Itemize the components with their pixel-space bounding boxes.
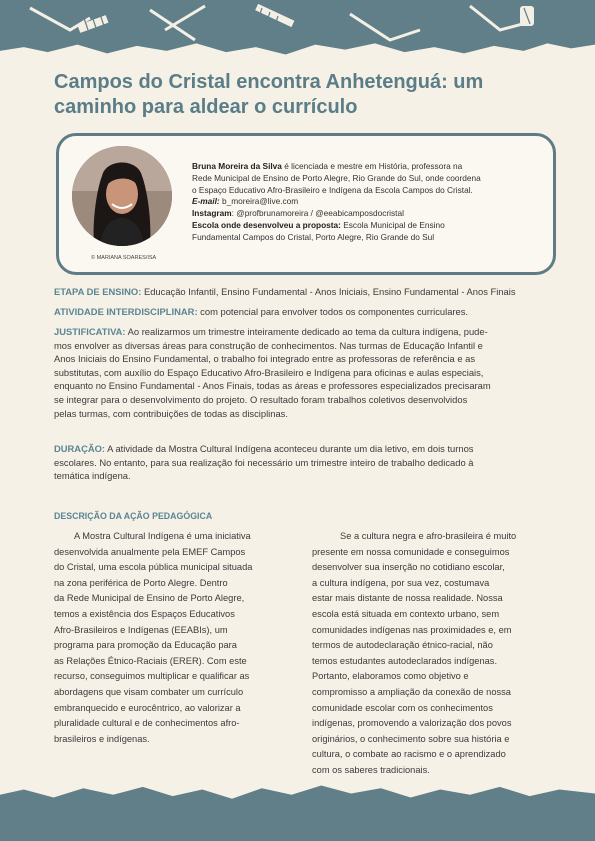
paragraph-line: brasileiros e indígenas. [54,733,150,744]
paragraph-line: programa para promoção da Educação para [54,640,237,651]
paragraph-line: comunidades indígenas nas proximidades e, em [312,624,512,635]
paragraph-line: na zona periférica de Porto Alegre. Dentro [54,577,228,588]
paragraph-line: presente em nossa comunidade e conseguimos [312,546,510,557]
instagram-value[interactable]: : @profbrunamoreira / @eeabicamposdocristal [231,208,404,219]
article-title [54,70,524,120]
bottom-decorative-band [0,775,595,841]
etapa-value: Educação Infantil, Ensino Fundamental - Anos Iniciais, Ensino Fundamental - Anos Finais [141,286,516,297]
description-left-column [54,529,286,747]
duracao [54,442,554,483]
paragraph-line: indígenas, promovendo a valorização dos povos [312,718,512,729]
author-name: Bruna Moreira da Silva [192,161,282,171]
bio-text: é licenciada e mestre em História, professora na [281,161,463,171]
paragraph-line: termos de autodeclaração étnico-racial, não [312,640,493,651]
author-bio [192,161,547,244]
duracao-text: temática indígena. [54,470,131,482]
justificativa-text: Anos Iniciais do Ensino Fundamental, o trabalho foi integrado entre as professoras de referência e as [54,353,476,365]
indigenous-pattern-decoration [0,0,595,62]
justificativa-text: pelas turmas, com contribuições de todas as disciplinas. [54,407,288,419]
etapa-de-ensino [54,285,554,299]
paragraph-line: com os saberes tradicionais. [312,764,430,775]
paragraph-line: cultura, o combate ao racismo e o aprendizado [312,749,506,760]
author-profile-card [56,133,556,275]
paragraph-line: escola está situada em contexto urbano, sem [312,608,500,619]
paragraph-line: do Cristal, uma escola pública municipal situada [54,562,253,573]
paragraph-line: Se a cultura negra e afro-brasileira é muito [340,531,517,541]
justificativa-text: mos envolver as diversas áreas para construção de conhecimentos. Nas turmas de Educação Infantil e [54,339,483,351]
paragraph-line: as Relações Étnico-Raciais (ERER). Com este [54,655,247,666]
justificativa [54,325,554,420]
paragraph-line: estar mais distante de nossa realidade. Nossa [312,593,503,604]
justificativa-text: enquanto no Ensino Fundamental - Anos Finais, todas as áreas e professores especializados precisaram [54,380,491,392]
section-title: DESCRIÇÃO DA AÇÃO PEDAGÓGICA [54,511,213,521]
duracao-label: DURAÇÃO: [54,443,106,454]
school-value: Escola Municipal de Ensino [340,219,445,230]
paragraph-line: temos a existência dos Espaços Educativos [54,608,235,619]
paragraph-line: temos estudantes autodeclarados indígenas. [312,655,498,666]
paragraph-line: desenvolvida anualmente pela EMEF Campos [54,546,246,557]
paragraph-line: a cultura indígena, por sua vez, costumava [312,577,490,588]
justificativa-text: substitutas, com auxílio do Espaço Educativo Afro-Brasileiro e Indígena para oficinas e aulas especiais, [54,366,484,378]
justificativa-text: Ao realizarmos um trimestre inteiramente dedicado ao tema da cultura indígena, pude- [125,326,488,337]
instagram-label: Instagram [192,208,232,219]
email-value[interactable]: b_moreira@live.com [219,196,299,207]
paragraph-line: A Mostra Cultural Indígena é uma iniciativa [74,531,251,541]
paragraph-line: Portanto, elaboramos como objetivo e [312,671,469,682]
school-label: Escola onde desenvolveu a proposta: [192,219,341,230]
bio-text: o Espaço Educativo Afro-Brasileiro e Indígena da Escola Campos do Cristal. [192,184,473,195]
paragraph-line: compromisso a ampliação da conexão de nossa [312,686,511,697]
bio-text: Rede Municipal de Ensino de Porto Alegre, Rio Grande do Sul, onde coordena [192,172,481,183]
email-label: E-mail: [192,196,220,207]
paragraph-line: abordagens que visam combater um currículo [54,686,244,697]
etapa-label: ETAPA DE ENSINO: [54,286,142,297]
photo-credit: © MARIANA SOARES/ISA [91,255,157,261]
paragraph-line: Afro-Brasileiros e Indígenas (EEABIs), um [54,624,228,635]
atividade-label: ATIVIDADE INTERDISCIPLINAR: [54,306,198,317]
paragraph-line: embranquecido e eurocêntrico, ao valorizar a [54,702,241,713]
atividade-value: com potencial para envolver todos os componentes curriculares. [197,306,469,317]
paragraph-line: desenvolver sua inserção no cotidiano escolar, [312,562,505,573]
duracao-text: A atividade da Mostra Cultural Indígena aconteceu durante um dia letivo, em dois turnos [105,443,474,454]
paragraph-line: da Rede Municipal de Ensino de Porto Alegre, [54,593,245,604]
paragraph-line: pluralidade cultural e de conhecimentos afro- [54,718,240,729]
paragraph-line: comunidade escolar com os conhecimentos [312,702,493,713]
article-title-line2: caminho para aldear o currículo [54,96,358,118]
duracao-text: escolares. No entanto, para sua realização foi necessário um trimestre inteiro de trabalho dedicado à [54,456,474,468]
school-value: Fundamental Campos do Cristal, Porto Alegre, Rio Grande do Sul [192,231,435,242]
description-right-column [312,529,544,779]
paragraph-line: recurso, conseguimos multiplicar e qualificar as [54,671,250,682]
justificativa-label: JUSTIFICATIVA: [54,326,126,337]
paragraph-line: originários, o conhecimento sobre sua história e [312,733,510,744]
article-title-line1: Campos do Cristal encontra Anhetenguá: um [54,71,484,93]
justificativa-text: se integrar para o desenvolvimento do projeto. O resultado foram trabalhos coletivos desenvolvidos [54,393,468,405]
author-photo [72,146,172,246]
atividade-interdisciplinar [54,305,554,319]
